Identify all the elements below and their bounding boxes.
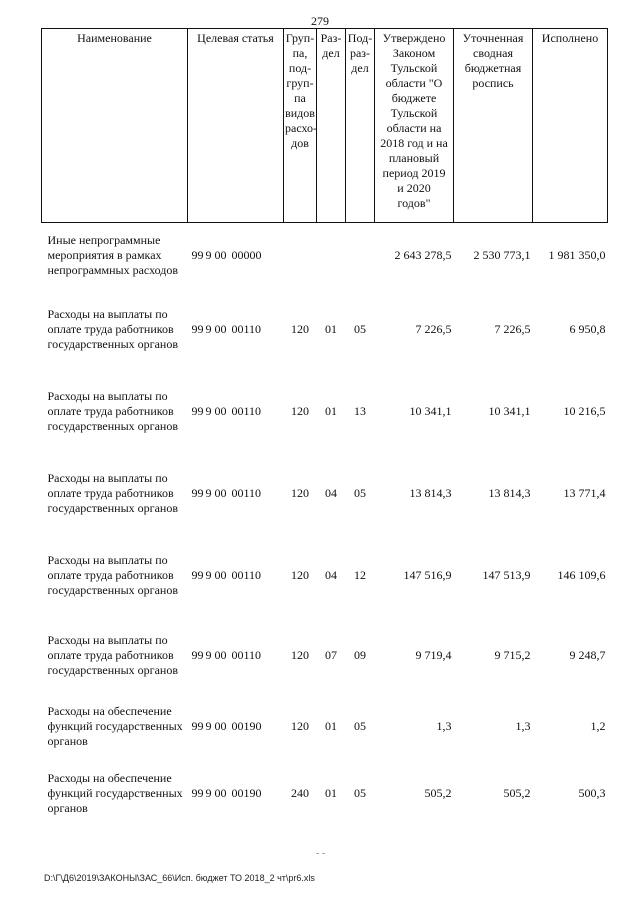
row-name: Расходы на выплаты по оплате труда работников государственных органов xyxy=(47,633,178,677)
row-section: 04 xyxy=(325,568,337,582)
row-group: 120 xyxy=(291,719,309,733)
target-article-part: 99 xyxy=(191,322,204,336)
target-article-part: 00 xyxy=(214,648,227,662)
row-approved: 10 341,1 xyxy=(409,404,452,418)
row-section: 04 xyxy=(325,486,337,500)
row-approved: 1,3 xyxy=(436,719,452,733)
header-target-article: Целевая статья xyxy=(188,29,284,223)
target-article-part: 00 xyxy=(214,719,227,733)
target-article-part: 9 xyxy=(205,568,212,582)
row-subsection: 05 xyxy=(354,786,366,800)
row-section: 01 xyxy=(325,719,337,733)
target-article-part: 00110 xyxy=(231,568,262,582)
header-row xyxy=(42,29,608,223)
row-target-article xyxy=(188,453,284,535)
row-section: 01 xyxy=(325,322,337,336)
table-row xyxy=(42,223,608,289)
target-article-part: 00 xyxy=(214,248,227,263)
file-path-footer: D:\Г\Д6\2019\ЗАКОНЫ\ЗАС_66\Исп. бюджет ТО 2018_2 чт\pr6.xls xyxy=(44,873,315,883)
target-article-part: 9 xyxy=(205,648,212,662)
row-name: Расходы на выплаты по оплате труда работников государственных органов xyxy=(47,389,178,433)
table-row xyxy=(42,371,608,453)
row-executed: 6 950,8 xyxy=(569,322,606,336)
target-article-part: 00 xyxy=(214,786,227,800)
row-executed: 1 981 350,0 xyxy=(548,248,606,263)
row-group: 120 xyxy=(291,404,309,418)
target-article-part: 99 xyxy=(191,719,204,733)
row-refined: 1,3 xyxy=(515,719,531,733)
header-name: Наименование xyxy=(42,29,188,223)
table-row xyxy=(42,617,608,695)
page-number: 279 xyxy=(311,14,329,28)
target-article-part: 00000 xyxy=(231,248,262,263)
row-refined: 147 513,9 xyxy=(482,568,531,582)
row-subsection: 12 xyxy=(354,568,366,582)
row-executed: 146 109,6 xyxy=(557,568,606,582)
row-refined: 505,2 xyxy=(503,786,531,800)
row-name: Иные непрограммные мероприятия в рамках непрограммных расходов xyxy=(47,233,179,278)
header-executed: Исполнено xyxy=(533,29,608,223)
target-article-part: 00110 xyxy=(231,404,262,418)
target-article-part: 00 xyxy=(214,322,227,336)
row-name: Расходы на выплаты по оплате труда работников государственных органов xyxy=(47,553,178,597)
target-article-part: 99 xyxy=(191,568,204,582)
target-article-part: 00110 xyxy=(231,648,262,662)
target-article-part: 99 xyxy=(191,786,204,800)
target-article-part: 9 xyxy=(205,404,212,418)
target-article-part: 00110 xyxy=(231,322,262,336)
row-approved: 7 226,5 xyxy=(415,322,452,336)
target-article-part: 99 xyxy=(191,486,204,500)
target-article-part: 00190 xyxy=(231,719,262,733)
row-subsection: 05 xyxy=(354,719,366,733)
target-article-part: 00190 xyxy=(231,786,262,800)
header-approved: Утверждено Законом Тульской области "О бюджете Тульской области на 2018 год и на плановый период 2019 и 2020 годов" xyxy=(375,29,454,223)
target-article-part: 99 xyxy=(191,648,204,662)
row-refined: 9 715,2 xyxy=(494,648,531,662)
target-article-part: 9 xyxy=(205,719,212,733)
target-article-part: 99 xyxy=(191,404,204,418)
row-subsection: 05 xyxy=(354,322,366,336)
row-executed: 13 771,4 xyxy=(563,486,606,500)
row-subsection xyxy=(346,223,375,289)
row-executed: 1,2 xyxy=(590,719,606,733)
table-row xyxy=(42,289,608,371)
row-section: 07 xyxy=(325,648,337,662)
row-approved: 505,2 xyxy=(424,786,452,800)
row-name: Расходы на обеспечение функций государственных органов xyxy=(47,704,183,748)
row-group xyxy=(284,223,317,289)
row-executed: 9 248,7 xyxy=(569,648,606,662)
row-group: 120 xyxy=(291,486,309,500)
target-article-part: 00110 xyxy=(231,486,262,500)
row-group: 240 xyxy=(291,786,309,800)
budget-table xyxy=(41,28,608,829)
row-target-article xyxy=(188,223,284,289)
row-refined: 7 226,5 xyxy=(494,322,531,336)
row-section: 01 xyxy=(325,404,337,418)
row-target-article xyxy=(188,371,284,453)
target-article-part: 9 xyxy=(205,486,212,500)
row-executed: 500,3 xyxy=(578,786,606,800)
row-name: Расходы на выплаты по оплате труда работников государственных органов xyxy=(47,471,178,515)
row-target-article xyxy=(188,289,284,371)
row-group: 120 xyxy=(291,568,309,582)
row-group: 120 xyxy=(291,648,309,662)
target-article-part: 9 xyxy=(205,248,212,263)
header-subsection: Под- раз- дел xyxy=(346,29,375,223)
row-subsection: 05 xyxy=(354,486,366,500)
row-name: Расходы на обеспечение функций государственных органов xyxy=(47,771,183,815)
table-row xyxy=(42,535,608,617)
row-executed: 10 216,5 xyxy=(563,404,606,418)
row-refined: 13 814,3 xyxy=(488,486,531,500)
target-article-part: 9 xyxy=(205,322,212,336)
row-subsection: 09 xyxy=(354,648,366,662)
target-article-part: 00 xyxy=(214,568,227,582)
table-row xyxy=(42,453,608,535)
row-approved: 13 814,3 xyxy=(409,486,452,500)
header-section: Раз- дел xyxy=(317,29,346,223)
row-approved: 9 719,4 xyxy=(415,648,452,662)
row-target-article xyxy=(188,535,284,617)
row-section xyxy=(317,223,346,289)
target-article-part: 00 xyxy=(214,486,227,500)
row-target-article xyxy=(188,695,284,759)
table-row xyxy=(42,695,608,759)
row-group: 120 xyxy=(291,322,309,336)
header-expense-group: Груп- па, под- груп- па видов расхо- дов xyxy=(284,29,317,223)
header-refined: Уточненная сводная бюджетная роспись xyxy=(454,29,533,223)
row-subsection: 13 xyxy=(354,404,366,418)
row-section: 01 xyxy=(325,786,337,800)
target-article-part: 00 xyxy=(214,404,227,418)
row-approved: 2 643 278,5 xyxy=(394,248,452,263)
row-target-article xyxy=(188,617,284,695)
table-row xyxy=(42,759,608,829)
target-article-part: 99 xyxy=(191,248,204,263)
row-target-article xyxy=(188,759,284,829)
separator-mark: - - xyxy=(316,848,326,859)
row-refined: 2 530 773,1 xyxy=(473,248,531,263)
row-name: Расходы на выплаты по оплате труда работников государственных органов xyxy=(47,307,178,351)
row-refined: 10 341,1 xyxy=(488,404,531,418)
target-article-part: 9 xyxy=(205,786,212,800)
row-approved: 147 516,9 xyxy=(403,568,452,582)
